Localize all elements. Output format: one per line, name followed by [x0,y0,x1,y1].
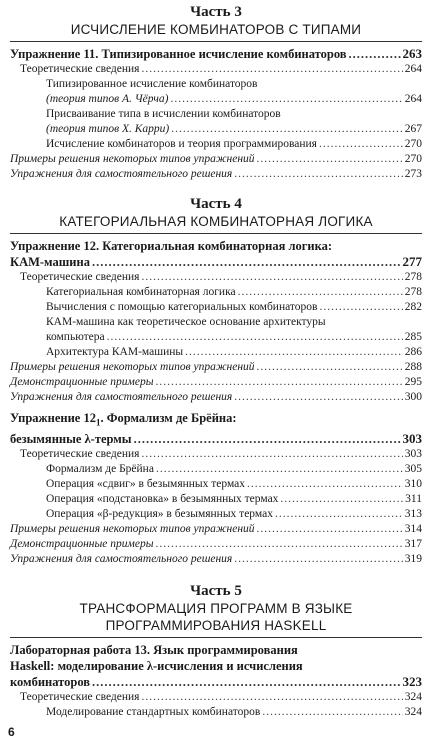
toc-entry-title: Примеры решения некоторых типов упражнений [10,153,255,165]
toc-entry[interactable] [10,690,422,705]
toc-page-number: 270 [404,153,422,165]
toc-subentry[interactable] [10,315,422,345]
toc-entry-title: Моделирование стандартных комбинаторов [46,705,261,718]
toc-entry-title: Вычисления с помощью категориальных комбинаторов [46,301,318,313]
page-number: 6 [8,725,15,739]
toc-lab-13[interactable] [10,642,422,690]
toc-page-number: 264 [404,93,422,105]
exercise-title: . Формализм де Брёйна: [100,411,237,425]
toc-page-number: 286 [404,346,422,358]
toc-entry-self-study[interactable] [10,552,422,567]
toc-subentry[interactable] [10,137,422,152]
toc-entry-title: Демонстрационные примеры [10,537,154,550]
toc-page-number: 282 [404,301,422,313]
toc-subentry[interactable] [10,477,422,492]
toc-entry-title: КАМ-машина как теоретическое основание архитектуры [46,316,326,328]
toc-subentry[interactable] [10,107,422,137]
toc-entry-examples[interactable] [10,152,422,167]
toc-subentry[interactable] [10,462,422,477]
toc-page-number: 323 [402,673,422,689]
toc-entry-examples[interactable] [10,522,422,537]
part-3-title: ИСЧИСЛЕНИЕ КОМБИНАТОРОВ С ТИПАМИ [70,22,362,37]
toc-entry-title: Упражнения для самостоятельного решения [10,168,233,180]
toc-subentry[interactable] [10,345,422,360]
toc-entry-title: Теоретические сведения [20,690,140,703]
table-of-contents [10,4,422,720]
toc-page-number: 295 [404,376,422,388]
toc-page-number: 305 [404,462,422,475]
toc-entry-examples[interactable] [10,360,422,375]
toc-entry-title: Формализм де Брёйна [46,462,154,475]
toc-page-number: 300 [404,391,422,403]
toc-exercise-12-1[interactable] [10,410,422,447]
toc-exercise-12[interactable] [10,238,422,270]
toc-entry-title: Лабораторная работа 13. Язык программирования [10,642,298,657]
toc-page-number: 303 [404,447,422,460]
toc-entry-title: Теоретические сведения [20,63,140,75]
toc-entry-title-cont: комбинаторов [10,674,91,689]
toc-page-number: 278 [404,271,422,283]
part-4-title: КАТЕГОРИАЛЬНАЯ КОМБИНАТОРНАЯ ЛОГИКА [59,214,373,229]
toc-entry[interactable] [10,62,422,77]
toc-entry-title-cont: (теория типов Х. Карри) [46,123,170,135]
toc-entry-title: Операция «сдвиг» в безымянных термах [46,477,246,490]
toc-entry-title-cont: (теория типов А. Чёрча) [46,93,169,105]
toc-entry-title: Примеры решения некоторых типов упражнений [10,361,255,373]
toc-entry-title: Присваивание типа в исчислении комбинаторов [46,108,281,120]
toc-subentry[interactable] [10,507,422,522]
toc-page-number: 310 [404,477,422,490]
toc-subentry[interactable] [10,492,422,507]
toc-entry-title: Архитектура КАМ-машины [46,346,184,358]
toc-entry-self-study[interactable] [10,390,422,405]
part-4-label: Часть 4 [190,196,242,212]
toc-page-number: 277 [402,254,422,269]
toc-entry-title: Операция «β-редукция» в безымянных термах [46,507,273,520]
toc-entry[interactable] [10,447,422,462]
toc-page-number: 314 [404,522,422,535]
toc-page-number: 267 [404,123,422,135]
part-3-label: Часть 3 [190,4,242,20]
divider [10,233,422,234]
exercise-subscript: 1 [95,417,101,428]
toc-subentry[interactable] [10,705,422,720]
toc-entry-title [10,410,422,431]
toc-subentry[interactable] [10,285,422,300]
toc-subentry[interactable] [10,77,422,107]
toc-entry-title: Теоретические сведения [20,271,140,283]
toc-entry-title: Теоретические сведения [20,447,140,460]
toc-entry-title: Упражнения для самостоятельного решения [10,552,233,565]
toc-page-number: 285 [404,331,422,343]
toc-page-number: 278 [404,286,422,298]
toc-entry-title-cont: КАМ-машина [10,255,90,269]
toc-entry-title-cont: компьютера [46,331,105,343]
toc-entry-title-cont: Haskell: моделирование λ-исчисления и исчисления [10,658,303,673]
toc-entry-demo[interactable] [10,375,422,390]
toc-page-number: 273 [404,168,422,180]
toc-page-number: 264 [404,63,422,75]
toc-entry-title: Типизированное исчисление комбинаторов [46,78,258,90]
toc-entry-title-cont: безымянные λ-термы [10,431,132,446]
part-5-title-line2: ПРОГРАММИРОВАНИЯ HASKELL [105,617,327,633]
toc-entry-title: Упражнение 11. Типизированное исчисление комбинаторов [10,47,347,61]
exercise-number: Упражнение 12 [10,411,96,425]
toc-page-number: 263 [402,46,422,61]
toc-entry[interactable] [10,270,422,285]
divider [10,41,422,42]
toc-page-number: 317 [404,537,422,550]
toc-page-number: 313 [404,507,422,520]
toc-page-number: 303 [402,430,422,446]
toc-entry-title: Примеры решения некоторых типов упражнений [10,522,255,535]
toc-page-number: 319 [404,552,422,565]
toc-entry-title: Демонстрационные примеры [10,376,154,388]
toc-entry-demo[interactable] [10,537,422,552]
toc-entry-title: Исчисление комбинаторов и теория программирования [46,138,317,150]
toc-entry-title: Операция «подстановка» в безымянных термах [46,492,279,505]
toc-subentry[interactable] [10,300,422,315]
divider [10,637,422,638]
toc-entry-title: Упражнения для самостоятельного решения [10,391,233,403]
part-5-title-line1: ТРАНСФОРМАЦИЯ ПРОГРАММ В ЯЗЫКЕ [79,600,353,616]
toc-page-number: 288 [404,361,422,373]
toc-entry-title: Категориальная комбинаторная логика [46,286,236,298]
toc-page-number: 311 [405,492,422,505]
toc-exercise-11[interactable] [10,46,422,62]
toc-entry-title: Упражнение 12. Категориальная комбинаторная логика: [10,239,333,253]
toc-entry-self-study[interactable] [10,167,422,182]
toc-page-number: 270 [404,138,422,150]
toc-page-number: 324 [404,705,422,718]
part-5-label: Часть 5 [190,582,242,599]
toc-page-number: 324 [404,690,422,703]
